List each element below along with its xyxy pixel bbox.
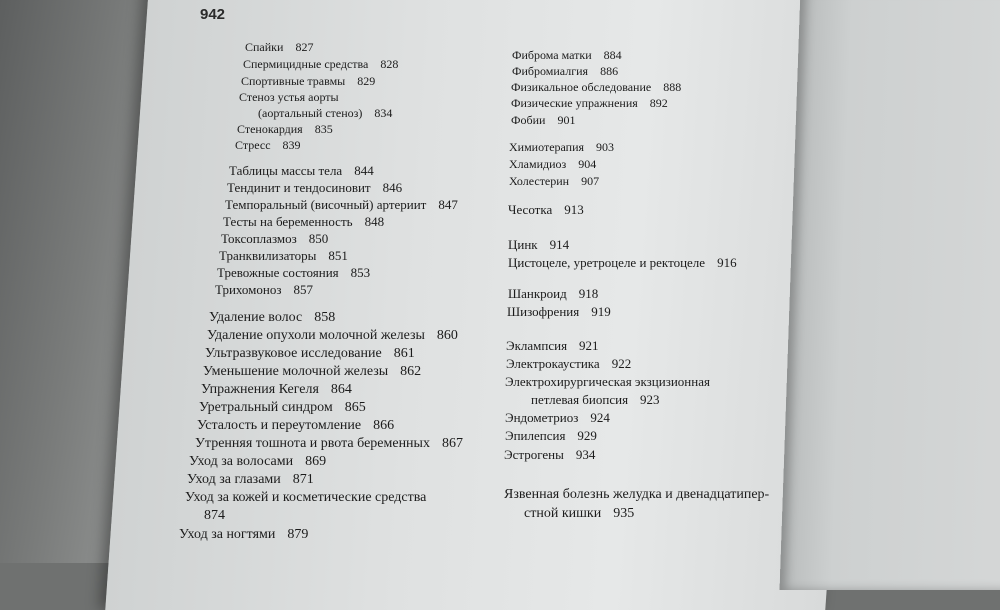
- index-page-number: 834: [374, 106, 393, 120]
- index-page-number: 935: [613, 506, 635, 521]
- index-page-number: 884: [603, 48, 622, 62]
- index-page-number: 848: [364, 214, 385, 229]
- right-column-entry: [531, 392, 660, 408]
- left-column-entry: [179, 527, 308, 543]
- left-column-entry: [185, 490, 426, 506]
- left-column-entry: [207, 328, 458, 344]
- index-term: Шизофрения: [507, 304, 580, 319]
- index-term: Удаление волос: [209, 310, 303, 325]
- index-term: Спермицидные средства: [243, 57, 369, 71]
- index-term: Уход за глазами: [187, 472, 281, 487]
- left-column-entry: [239, 90, 339, 105]
- index-page-number: 888: [663, 80, 682, 94]
- left-column-entry: [201, 382, 352, 398]
- right-column-entry: [508, 237, 569, 253]
- index-page-number: 847: [438, 197, 458, 212]
- index-term: Чесотка: [508, 202, 553, 217]
- index-page-number: 904: [578, 157, 597, 171]
- index-page-number: 828: [380, 57, 399, 71]
- index-page-number: 871: [292, 472, 314, 487]
- index-term: Физикальное обследование: [511, 80, 652, 94]
- index-term: Цинк: [508, 237, 538, 252]
- index-page-number: 879: [287, 527, 309, 542]
- index-page-number: 886: [600, 64, 619, 78]
- right-column-entry: [508, 286, 598, 302]
- left-column-entry: [195, 436, 463, 452]
- facing-page: [780, 0, 1000, 590]
- left-column-entry: [219, 248, 348, 264]
- index-term: Цистоцеле, уретроцеле и ректоцеле: [508, 255, 706, 270]
- index-page-number: 835: [314, 122, 333, 136]
- left-column-entry: [199, 400, 366, 416]
- left-column-entry: [237, 122, 333, 137]
- index-term: Токсоплазмоз: [221, 231, 297, 246]
- left-column-entry: [225, 197, 458, 213]
- index-term: Уретральный синдром: [199, 400, 333, 415]
- index-term: Темпоральный (височный) артериит: [225, 197, 427, 212]
- index-term: Физические упражнения: [511, 96, 638, 110]
- index-page-number: 861: [393, 346, 415, 361]
- left-column-entry: [241, 74, 375, 89]
- index-page-number: 918: [578, 286, 599, 301]
- index-term: Транквилизаторы: [219, 248, 317, 263]
- index-page-number: 846: [382, 180, 403, 195]
- right-column-entry: [508, 202, 584, 218]
- index-page-number: 851: [328, 248, 348, 263]
- index-term: Химиотерапия: [509, 140, 585, 154]
- left-column-entry: [205, 346, 415, 362]
- right-column-entry: [508, 255, 737, 271]
- index-term: Эстрогены: [504, 447, 564, 462]
- index-page-number: 923: [640, 392, 660, 407]
- index-term: петлевая биопсия: [531, 392, 629, 407]
- index-page-number: 853: [350, 265, 371, 280]
- index-page-number: 857: [293, 282, 313, 297]
- index-term: стной кишки: [524, 506, 602, 521]
- index-term: Уход за кожей и косметические средства: [185, 490, 427, 505]
- index-term: Спортивные травмы: [241, 74, 346, 88]
- index-term: Фиброма матки: [512, 48, 592, 62]
- left-column-entry: [215, 282, 313, 298]
- index-page-number: 907: [581, 174, 600, 188]
- right-column-entry: [524, 506, 634, 522]
- right-column-entry: [512, 48, 622, 63]
- right-column-entry: [505, 410, 610, 426]
- index-page-number: 913: [564, 202, 584, 217]
- right-column-entry: [511, 96, 668, 111]
- index-term: Электрохирургическая экзцизионная: [505, 374, 710, 389]
- index-term: Таблицы массы тела: [229, 163, 343, 178]
- index-term: Эпилепсия: [505, 428, 566, 443]
- left-column-entry: [243, 57, 398, 72]
- index-page-number: 827: [295, 40, 314, 54]
- index-page-number: 850: [308, 231, 329, 246]
- index-page-number: 844: [354, 163, 374, 178]
- right-column-entry: [506, 356, 631, 372]
- left-column-entry: [235, 138, 301, 153]
- right-column-entry: [505, 374, 710, 390]
- index-page-number: 864: [330, 382, 352, 397]
- index-term: Холестерин: [509, 174, 570, 188]
- index-term: Фибромиалгия: [512, 64, 589, 78]
- right-column-entry: [507, 304, 611, 320]
- index-page-number: 829: [357, 74, 376, 88]
- index-page-number: 858: [314, 310, 336, 325]
- index-page-number: 860: [436, 328, 458, 343]
- index-term: Уход за ногтями: [179, 527, 276, 542]
- index-page-number: 924: [590, 410, 610, 425]
- index-term: Фобии: [511, 113, 546, 127]
- left-column-entry: [189, 454, 326, 470]
- index-term: Язвенная болезнь желудка и двенадцатипер-: [504, 487, 770, 502]
- left-column-entry: [217, 265, 370, 281]
- right-column-entry: [511, 80, 681, 95]
- right-column-entry: [504, 487, 769, 503]
- right-column-entry: [506, 338, 599, 354]
- index-page-number: 914: [549, 237, 570, 252]
- index-page-number: 921: [579, 338, 599, 353]
- index-term: (аортальный стеноз): [258, 106, 363, 120]
- left-column-entry: [227, 180, 402, 196]
- index-page-number: 892: [649, 96, 668, 110]
- page-number: 942: [200, 6, 226, 23]
- index-page-number: 866: [373, 418, 395, 433]
- index-page-number: 869: [305, 454, 327, 469]
- index-term: Ультразвуковое исследование: [205, 346, 382, 361]
- index-page-number: 839: [282, 138, 301, 152]
- right-column-entry: [512, 64, 618, 79]
- left-column-entry: [197, 418, 394, 434]
- index-term: Трихомоноз: [215, 282, 282, 297]
- index-page-number: 901: [557, 113, 576, 127]
- index-page-number: 874: [204, 508, 225, 523]
- index-term: Тесты на беременность: [223, 214, 353, 229]
- index-term: Эндометриоз: [505, 410, 579, 425]
- index-term: Электрокаустика: [506, 356, 600, 371]
- index-page-number: 916: [717, 255, 737, 270]
- right-column-entry: [504, 447, 595, 463]
- index-page-number: 903: [596, 140, 615, 154]
- index-page-number: 919: [591, 304, 611, 319]
- index-page-number: 867: [441, 436, 463, 451]
- right-column-entry: [509, 157, 596, 172]
- index-page-number: 865: [344, 400, 366, 415]
- index-term: Тревожные состояния: [217, 265, 339, 280]
- left-column-entry: [223, 214, 384, 230]
- index-term: Стеноз устья аорты: [239, 90, 339, 104]
- right-column-entry: [509, 174, 599, 189]
- left-column-entry: [209, 310, 335, 326]
- index-term: Уход за волосами: [189, 454, 294, 469]
- index-term: Шанкроид: [508, 286, 567, 301]
- left-column-entry: [187, 472, 314, 488]
- left-column-entry: [245, 40, 313, 55]
- index-term: Усталость и переутомление: [197, 418, 362, 433]
- index-page-number: 929: [577, 428, 597, 443]
- index-term: Спайки: [245, 40, 284, 54]
- index-page-number: 934: [575, 447, 596, 462]
- index-term: Утренняя тошнота и рвота беременных: [195, 436, 430, 451]
- index-term: Упражнения Кегеля: [201, 382, 319, 397]
- index-term: Уменьшение молочной железы: [203, 364, 389, 379]
- left-column-entry: [204, 508, 225, 524]
- index-page-number: 922: [611, 356, 632, 371]
- index-term: Удаление опухоли молочной железы: [207, 328, 425, 343]
- left-column-entry: [203, 364, 421, 380]
- left-column-entry: [258, 106, 392, 121]
- index-term: Хламидиоз: [509, 157, 567, 171]
- index-term: Стенокардия: [237, 122, 303, 136]
- right-column-entry: [509, 140, 614, 155]
- index-term: Тендинит и тендосиновит: [227, 180, 371, 195]
- index-page-number: 862: [400, 364, 422, 379]
- left-column-entry: [221, 231, 328, 247]
- right-column-entry: [505, 428, 597, 444]
- index-term: Стресс: [235, 138, 271, 152]
- left-column-entry: [229, 163, 374, 179]
- right-column-entry: [511, 113, 575, 128]
- index-term: Эклампсия: [506, 338, 568, 353]
